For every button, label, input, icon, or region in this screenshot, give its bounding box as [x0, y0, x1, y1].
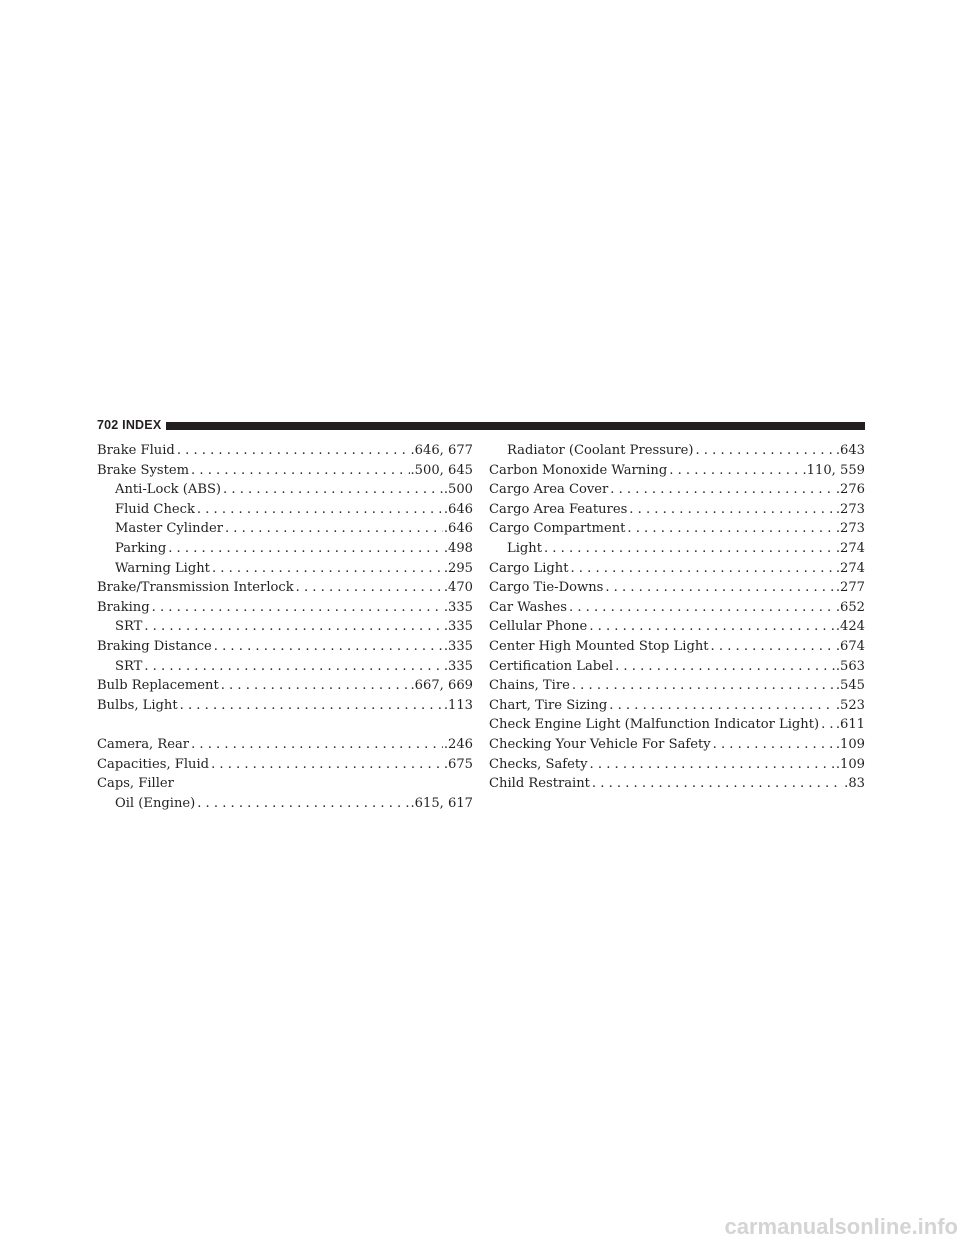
- dot-leader: [544, 539, 835, 559]
- dot-leader: [296, 578, 443, 598]
- index-term: Oil (Engine): [115, 795, 196, 811]
- index-page-ref: .424: [835, 619, 865, 635]
- index-page-ref: .652: [835, 599, 865, 615]
- header-rule: [166, 422, 865, 430]
- index-column-right: [489, 441, 865, 794]
- dot-leader: [570, 559, 834, 579]
- index-entry: [489, 774, 865, 794]
- index-entry: [97, 735, 473, 755]
- index-term: Braking Distance: [97, 638, 212, 654]
- dot-leader: [225, 519, 443, 539]
- index-page-ref: .83: [844, 776, 865, 792]
- index-entry: [97, 676, 473, 696]
- index-page-ref: .563: [835, 658, 865, 674]
- index-entry: [97, 441, 473, 461]
- index-page-ref: .246: [443, 736, 473, 752]
- dot-leader: [191, 735, 443, 755]
- index-page-ref: .335: [443, 638, 473, 654]
- dot-leader: [212, 559, 443, 579]
- index-subentry: [97, 617, 473, 637]
- index-subentry: [97, 559, 473, 579]
- dot-leader: [605, 578, 834, 598]
- index-term: Car Washes: [489, 599, 567, 615]
- index-page-ref: .335: [443, 658, 473, 674]
- index-entry: [489, 735, 865, 755]
- index-entry: [489, 676, 865, 696]
- dot-leader: [572, 676, 835, 696]
- index-entry: [97, 696, 473, 716]
- index-term: Warning Light: [115, 560, 210, 576]
- index-term: Chart, Tire Sizing: [489, 697, 608, 713]
- index-term: Check Engine Light (Malfunction Indicator Light): [489, 717, 820, 733]
- index-subentry: [489, 441, 865, 461]
- index-page-ref: .615, 617: [410, 795, 473, 811]
- dot-leader: [144, 657, 443, 677]
- index-page-ref: .295: [443, 560, 473, 576]
- dot-leader: [695, 441, 834, 461]
- index-page-ref: .646: [443, 521, 473, 537]
- index-term: Bulbs, Light: [97, 697, 178, 713]
- index-entry: [489, 461, 865, 481]
- index-entry: [489, 480, 865, 500]
- index-entry: [97, 461, 473, 481]
- index-page-ref: .675: [443, 756, 473, 772]
- index-column-left: [97, 441, 473, 813]
- index-entry: [489, 559, 865, 579]
- index-term: Cargo Area Features: [489, 501, 628, 517]
- index-term: Parking: [115, 540, 167, 556]
- dot-leader: [177, 441, 410, 461]
- index-entry: [489, 598, 865, 618]
- index-entry: [489, 617, 865, 637]
- index-page-ref: .274: [835, 540, 865, 556]
- section-title: INDEX: [122, 418, 162, 432]
- index-term: Caps, Filler: [97, 776, 174, 792]
- dot-leader: [152, 598, 443, 618]
- index-entry: [97, 637, 473, 657]
- index-term: Anti-Lock (ABS): [115, 482, 222, 498]
- index-term: Radiator (Coolant Pressure): [507, 443, 694, 458]
- index-entry: [489, 519, 865, 539]
- index-subentry: [489, 539, 865, 559]
- index-term: Chains, Tire: [489, 678, 570, 694]
- dot-leader: [609, 696, 835, 716]
- index-term: Camera, Rear: [97, 736, 190, 752]
- dot-leader: [589, 617, 835, 637]
- index-term: Cargo Compartment: [489, 521, 626, 537]
- index-page-ref: .500: [443, 482, 473, 498]
- index-entry: [489, 500, 865, 520]
- index-page-ref: .674: [835, 638, 865, 654]
- index-entry: [97, 578, 473, 598]
- dot-leader: [711, 637, 835, 657]
- dot-leader: [590, 755, 835, 775]
- index-term: Capacities, Fluid: [97, 756, 210, 772]
- page-header-label: [97, 418, 161, 432]
- index-subentry: [97, 657, 473, 677]
- index-page-ref: .109: [835, 756, 865, 772]
- dot-leader: [610, 480, 835, 500]
- dot-leader: [144, 617, 443, 637]
- index-term: Cellular Phone: [489, 619, 588, 635]
- index-page-ref: .276: [835, 482, 865, 498]
- dot-leader: [629, 500, 835, 520]
- index-term: Brake/Transmission Interlock: [97, 580, 294, 596]
- index-term: Bulb Replacement: [97, 678, 219, 694]
- index-entry: [489, 637, 865, 657]
- index-page-ref: .109: [835, 736, 865, 752]
- index-page-ref: .523: [835, 697, 865, 713]
- index-page-ref: .335: [443, 599, 473, 615]
- index-page-ref: .113: [443, 697, 473, 713]
- index-entry: [489, 715, 865, 735]
- index-term: Light: [507, 540, 542, 556]
- dot-leader: [221, 676, 410, 696]
- dot-leader: [569, 598, 835, 618]
- index-term: Cargo Light: [489, 560, 569, 576]
- index-entry: [489, 755, 865, 775]
- page-header: [97, 417, 865, 433]
- dot-leader: [168, 539, 443, 559]
- index-term: Certification Label: [489, 658, 614, 674]
- index-term: Checks, Safety: [489, 756, 588, 772]
- dot-leader: [180, 696, 443, 716]
- index-subentry: [97, 519, 473, 539]
- dot-leader: [197, 794, 409, 814]
- index-subentry: [97, 480, 473, 500]
- index-page-ref: .643: [835, 443, 865, 458]
- index-page-ref: .273: [835, 501, 865, 517]
- page-number: 702: [97, 418, 119, 432]
- index-entry: [97, 598, 473, 618]
- index-page-ref: .274: [835, 560, 865, 576]
- index-term: SRT: [115, 658, 143, 674]
- index-page-ref: .500, 645: [410, 462, 473, 478]
- index-subentry: [97, 500, 473, 520]
- dot-leader: [627, 519, 834, 539]
- index-entry: [97, 755, 473, 775]
- index-page-ref: .667, 669: [410, 678, 473, 694]
- index-entry: [97, 774, 473, 794]
- index-page-ref: .498: [443, 540, 473, 556]
- index-subentry: [97, 539, 473, 559]
- index-entry: [489, 578, 865, 598]
- watermark: carmanualsonline.info: [724, 1214, 958, 1239]
- dot-leader: [713, 735, 835, 755]
- dot-leader: [821, 715, 835, 735]
- dot-leader: [669, 461, 801, 481]
- index-page-ref: .545: [835, 678, 865, 694]
- index-page-ref: .611: [835, 717, 865, 733]
- index-entry: [489, 696, 865, 716]
- dot-leader: [211, 755, 443, 775]
- index-term: Checking Your Vehicle For Safety: [489, 736, 711, 752]
- index-term: SRT: [115, 619, 143, 635]
- index-subentry: [97, 794, 473, 814]
- dot-leader: [214, 637, 443, 657]
- index-term: Brake Fluid: [97, 443, 175, 458]
- index-page-ref: .277: [835, 580, 865, 596]
- dot-leader: [615, 657, 835, 677]
- index-term: Cargo Area Cover: [489, 482, 609, 498]
- index-page-ref: .110, 559: [802, 462, 865, 478]
- index-term: Cargo Tie-Downs: [489, 580, 604, 596]
- index-page-ref: .470: [443, 580, 473, 596]
- index-term: Center High Mounted Stop Light: [489, 638, 709, 654]
- index-term: Carbon Monoxide Warning: [489, 462, 668, 478]
- index-spacer: [97, 715, 473, 735]
- dot-leader: [197, 500, 443, 520]
- index-entry: [489, 657, 865, 677]
- index-page-ref: .335: [443, 619, 473, 635]
- index-page-ref: .273: [835, 521, 865, 537]
- index-page-ref: .646, 677: [410, 443, 473, 458]
- index-page-ref: .646: [443, 501, 473, 517]
- dot-leader: [223, 480, 443, 500]
- index-term: Fluid Check: [115, 501, 195, 517]
- index-term: Braking: [97, 599, 150, 615]
- index-term: Brake System: [97, 462, 190, 478]
- dot-leader: [592, 774, 843, 794]
- dot-leader: [191, 461, 409, 481]
- index-term: Master Cylinder: [115, 521, 223, 537]
- index-term: Child Restraint: [489, 776, 590, 792]
